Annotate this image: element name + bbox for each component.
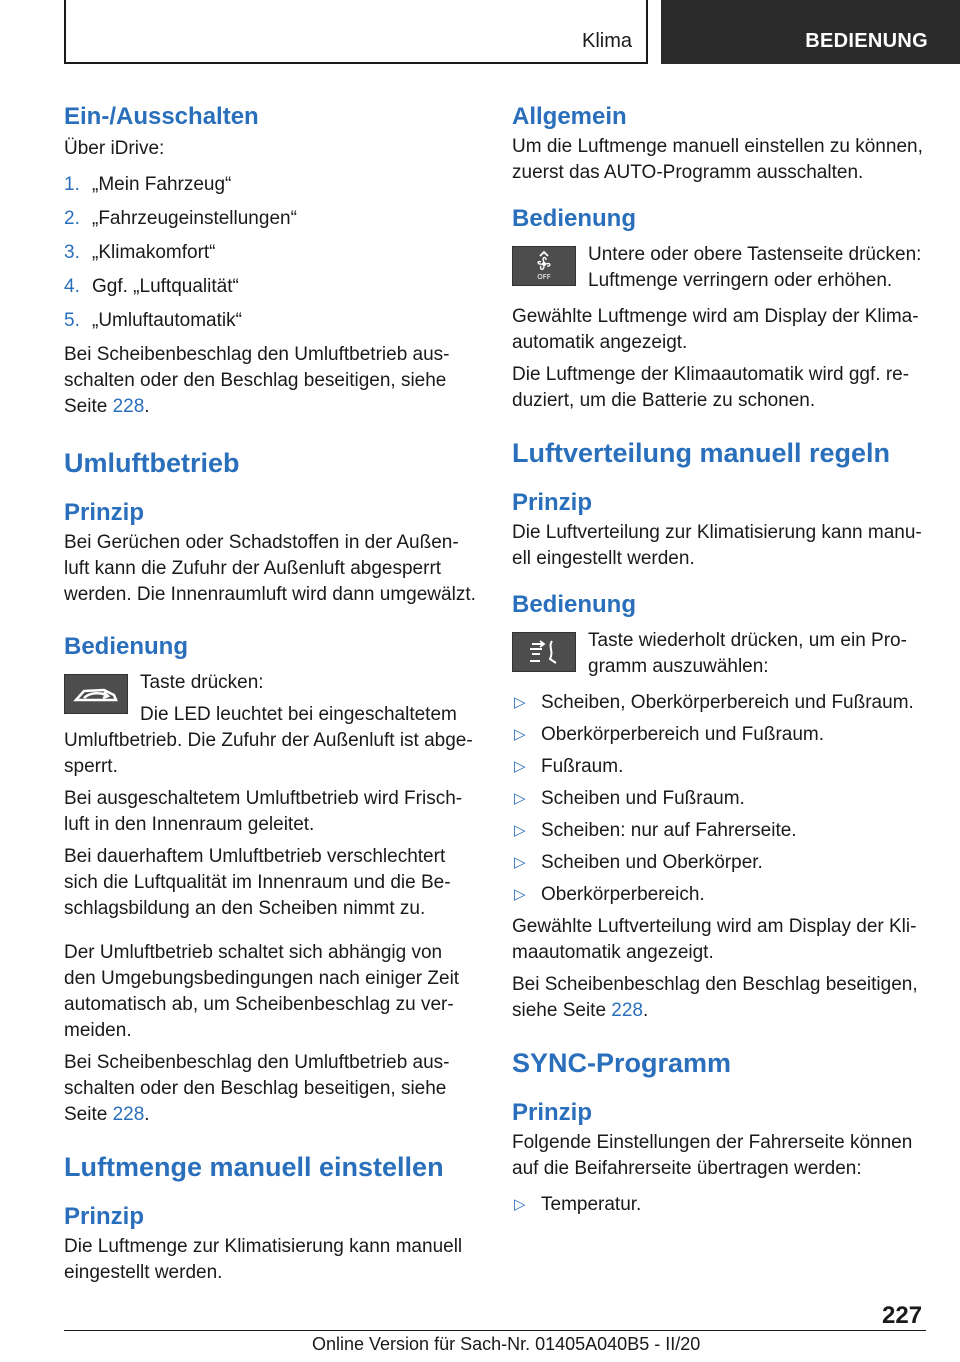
page-link[interactable]: 228 <box>611 1000 643 1021</box>
step-text: „Fahrzeugeinstellungen“ <box>92 208 297 229</box>
heading-luftverteilung: Luftverteilung manuell regeln <box>512 438 891 468</box>
bullet-item <box>512 722 926 748</box>
bullet-text: Scheiben und Oberkörper. <box>541 852 763 873</box>
icon-text-1: Taste drücken: <box>140 672 264 693</box>
sync-prinzip-text: Folgende Einstellungen der Fahrerseite können auf die Beifahrerseite übertragen werden: <box>512 1132 913 1179</box>
bullet-item <box>512 818 926 844</box>
triangle-bullet-icon: ▷ <box>514 854 526 871</box>
distribution-list <box>512 690 926 908</box>
luftverteilung-p1: Gewählte Luftverteilung wird am Display der Kli-maautomatik angezeigt. <box>512 916 917 963</box>
triangle-bullet-icon: ▷ <box>514 822 526 839</box>
umluft-p5: Bei Scheibenbeschlag den Umluftbetrieb aus-schalten oder den Beschlag beseitigen, siehe Seite 228. <box>64 1052 450 1125</box>
footer-text: Online Version für Sach-Nr. 01405A040B5 - II/20 <box>312 1334 701 1354</box>
bullet-item <box>512 754 926 780</box>
heading-bedienung: Bedienung <box>64 633 188 660</box>
umluft-p4: Der Umluftbetrieb schaltet sich abhängig von den Umgebungsbedingungen nach einiger Zeit automatisch ab, um Scheibenbeschlag zu ver-meiden. <box>64 942 460 1041</box>
page-link[interactable]: 228 <box>112 396 145 417</box>
bullet-text: Oberkörperbereich. <box>541 884 705 905</box>
step-text: „Umluftautomatik“ <box>92 310 242 331</box>
right-column <box>512 100 926 1224</box>
page-link[interactable]: 228 <box>112 1104 145 1125</box>
triangle-bullet-icon: ▷ <box>514 1196 526 1213</box>
air-distribution-icon <box>512 632 576 672</box>
step-item <box>64 308 478 334</box>
svg-text:OFF: OFF <box>537 273 551 281</box>
bullet-item <box>512 786 926 812</box>
bullet-item <box>512 1192 926 1218</box>
step-number: 1. <box>64 174 80 195</box>
heading-bedienung: Bedienung <box>512 205 636 232</box>
heading-luftmenge: Luftmenge manuell einstellen <box>64 1152 444 1182</box>
note-text: Bei Scheibenbeschlag den Umluftbetrieb aus-schalten oder den Beschlag beseitigen, siehe Seite 228. <box>64 344 450 417</box>
triangle-bullet-icon: ▷ <box>514 886 526 903</box>
umluft-p3: Bei dauerhaftem Umluftbetrieb verschlechtert sich die Luftqualität im Innenraum und die Be-schlagsbildung an den Scheiben nimmt zu. <box>64 846 451 919</box>
heading-prinzip: Prinzip <box>64 1203 145 1230</box>
fan-button-icon <box>512 246 576 286</box>
bullet-item <box>512 882 926 908</box>
heading-sync: SYNC-Programm <box>512 1048 732 1078</box>
header-section: Klima <box>581 30 632 52</box>
distribution-icon-text: Taste wiederholt drücken, um ein Pro-gramm auszuwählen: <box>588 630 907 677</box>
luftverteilung-prinzip-text: Die Luftverteilung zur Klimatisierung kann manu-ell eingestellt werden. <box>512 522 922 569</box>
heading-allgemein: Allgemein <box>512 103 627 130</box>
step-item <box>64 206 478 232</box>
icon-text-2: Die LED leuchtet bei eingeschaltetem <box>140 704 457 725</box>
triangle-bullet-icon: ▷ <box>514 758 526 775</box>
step-number: 4. <box>64 276 80 297</box>
bullet-item <box>512 690 926 716</box>
header-chapter: BEDIENUNG <box>805 30 928 52</box>
triangle-bullet-icon: ▷ <box>514 694 526 711</box>
step-number: 3. <box>64 242 80 263</box>
step-number: 5. <box>64 310 80 331</box>
step-item <box>64 274 478 300</box>
intro-text: Über iDrive: <box>64 138 165 159</box>
step-item <box>64 172 478 198</box>
bullet-text: Fußraum. <box>541 756 624 777</box>
footer-divider <box>64 1330 926 1331</box>
step-item <box>64 240 478 266</box>
step-text: Ggf. „Luftqualität“ <box>92 276 239 297</box>
heading-umluftbetrieb: Umluftbetrieb <box>64 448 240 478</box>
left-column <box>64 100 478 1286</box>
bullet-text: Scheiben, Oberkörperbereich und Fußraum. <box>541 692 914 713</box>
umluft-p2: Bei ausgeschaltetem Umluftbetrieb wird Frisch-luft in den Innenraum geleitet. <box>64 788 463 835</box>
fan-icon-text: Untere oder obere Tastenseite drücken: Luftmenge verringern oder erhöhen. <box>588 244 922 291</box>
step-text: „Klimakomfort“ <box>92 242 216 263</box>
triangle-bullet-icon: ▷ <box>514 726 526 743</box>
bedienung-p1: Gewählte Luftmenge wird am Display der Klima-automatik angezeigt. <box>512 306 919 353</box>
luftverteilung-p2: Bei Scheibenbeschlag den Beschlag beseitigen, siehe Seite 228. <box>512 974 918 1021</box>
recirculation-button-icon <box>64 674 128 714</box>
fan-button-row <box>512 242 926 294</box>
bullet-item <box>512 850 926 876</box>
header-chapter-tab <box>661 0 960 64</box>
bullet-text: Scheiben und Fußraum. <box>541 788 745 809</box>
distribution-button-row <box>512 628 926 680</box>
umluft-cont: Umluftbetrieb. Die Zufuhr der Außenluft ist abge-sperrt. <box>64 730 473 777</box>
heading-bedienung: Bedienung <box>512 591 636 618</box>
steps-list <box>64 172 478 334</box>
header-left-box <box>64 0 648 64</box>
step-number: 2. <box>64 208 80 229</box>
luftmenge-prinzip-text: Die Luftmenge zur Klimatisierung kann manuell eingestellt werden. <box>64 1236 463 1283</box>
heading-ein-aus: Ein-/Ausschalten <box>64 103 259 130</box>
heading-prinzip: Prinzip <box>512 1099 593 1126</box>
bullet-text: Scheiben: nur auf Fahrerseite. <box>541 820 797 841</box>
umluft-button-row <box>64 670 478 728</box>
prinzip-text: Bei Gerüchen oder Schadstoffen in der Außen-luft kann die Zufuhr der Außenluft abgesperrt werden. Die Innenraumluft wird dann umgewälzt. <box>64 532 476 605</box>
triangle-bullet-icon: ▷ <box>514 790 526 807</box>
bullet-text: Temperatur. <box>541 1194 642 1215</box>
bullet-text: Oberkörperbereich und Fußraum. <box>541 724 825 745</box>
sync-list <box>512 1192 926 1218</box>
heading-prinzip: Prinzip <box>64 499 145 526</box>
allgemein-text: Um die Luftmenge manuell einstellen zu können, zuerst das AUTO-Programm ausschalten. <box>512 136 923 183</box>
step-text: „Mein Fahrzeug“ <box>92 174 232 195</box>
heading-prinzip: Prinzip <box>512 489 593 516</box>
bedienung-p2: Die Luftmenge der Klimaautomatik wird ggf. re-duziert, um die Batterie zu schonen. <box>512 364 910 411</box>
page-number: 227 <box>882 1302 923 1329</box>
